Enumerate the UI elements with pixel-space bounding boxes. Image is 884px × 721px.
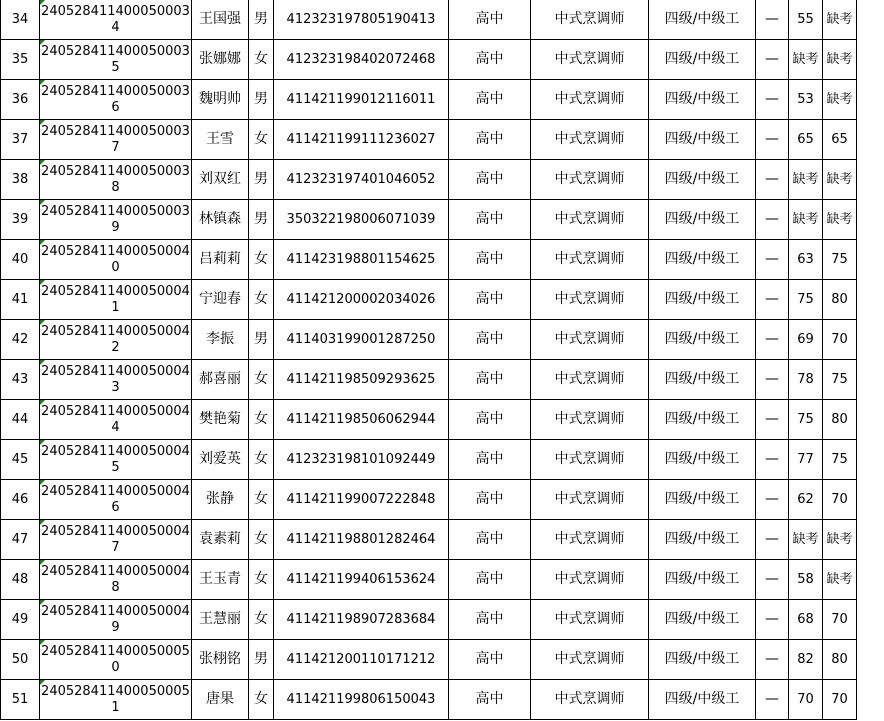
gender-cell: 男 — [249, 160, 274, 200]
registration-no-cell: 2405284114000500046 — [40, 480, 192, 520]
education-cell: 高中 — [449, 240, 531, 280]
score-theory-cell: 78 — [789, 360, 823, 400]
education-cell: 高中 — [449, 440, 531, 480]
id-number-cell: 411421199111236027 — [274, 120, 449, 160]
level-cell: 四级/中级工 — [649, 360, 756, 400]
score-practice-cell: 70 — [823, 320, 857, 360]
registration-no-cell: 2405284114000500040 — [40, 240, 192, 280]
occupation-cell: 中式烹调师 — [531, 440, 649, 480]
id-number-cell: 411423198801154625 — [274, 240, 449, 280]
seq-cell: 34 — [1, 0, 40, 40]
dash-cell: — — [756, 400, 789, 440]
dash-cell: — — [756, 640, 789, 680]
education-cell: 高中 — [449, 200, 531, 240]
education-cell: 高中 — [449, 480, 531, 520]
id-number-cell: 411421200002034026 — [274, 280, 449, 320]
level-cell: 四级/中级工 — [649, 40, 756, 80]
level-cell: 四级/中级工 — [649, 680, 756, 720]
dash-cell: — — [756, 560, 789, 600]
table-row — [1, 160, 857, 200]
score-practice-cell: 70 — [823, 680, 857, 720]
level-cell: 四级/中级工 — [649, 120, 756, 160]
level-cell: 四级/中级工 — [649, 320, 756, 360]
table-row — [1, 120, 857, 160]
table-row — [1, 480, 857, 520]
education-cell: 高中 — [449, 40, 531, 80]
name-cell: 王慧丽 — [192, 600, 249, 640]
seq-cell: 50 — [1, 640, 40, 680]
gender-cell: 女 — [249, 560, 274, 600]
gender-cell: 女 — [249, 360, 274, 400]
table-row — [1, 560, 857, 600]
score-theory-cell: 缺考 — [789, 200, 823, 240]
registration-no-cell: 2405284114000500039 — [40, 200, 192, 240]
score-theory-cell: 55 — [789, 0, 823, 40]
dash-cell: — — [756, 160, 789, 200]
id-number-cell: 411421199012116011 — [274, 80, 449, 120]
dash-cell: — — [756, 40, 789, 80]
table-row — [1, 320, 857, 360]
name-cell: 王玉青 — [192, 560, 249, 600]
table-row — [1, 440, 857, 480]
score-practice-cell: 75 — [823, 240, 857, 280]
seq-cell: 48 — [1, 560, 40, 600]
seq-cell: 41 — [1, 280, 40, 320]
dash-cell: — — [756, 360, 789, 400]
id-number-cell: 411421198801282464 — [274, 520, 449, 560]
table-row — [1, 520, 857, 560]
registration-no-cell: 2405284114000500034 — [40, 0, 192, 40]
registration-no-cell: 2405284114000500035 — [40, 40, 192, 80]
level-cell: 四级/中级工 — [649, 520, 756, 560]
dash-cell: — — [756, 520, 789, 560]
score-practice-cell: 75 — [823, 440, 857, 480]
table-row — [1, 200, 857, 240]
level-cell: 四级/中级工 — [649, 480, 756, 520]
gender-cell: 女 — [249, 480, 274, 520]
education-cell: 高中 — [449, 120, 531, 160]
occupation-cell: 中式烹调师 — [531, 680, 649, 720]
id-number-cell: 411403199001287250 — [274, 320, 449, 360]
occupation-cell: 中式烹调师 — [531, 360, 649, 400]
score-theory-cell: 缺考 — [789, 160, 823, 200]
score-theory-cell: 缺考 — [789, 40, 823, 80]
dash-cell: — — [756, 440, 789, 480]
occupation-cell: 中式烹调师 — [531, 400, 649, 440]
seq-cell: 44 — [1, 400, 40, 440]
score-practice-cell: 70 — [823, 600, 857, 640]
education-cell: 高中 — [449, 560, 531, 600]
dash-cell: — — [756, 0, 789, 40]
name-cell: 张栩铭 — [192, 640, 249, 680]
gender-cell: 女 — [249, 440, 274, 480]
gender-cell: 男 — [249, 80, 274, 120]
score-practice-cell: 缺考 — [823, 160, 857, 200]
occupation-cell: 中式烹调师 — [531, 80, 649, 120]
registration-no-cell: 2405284114000500036 — [40, 80, 192, 120]
id-number-cell: 350322198006071039 — [274, 200, 449, 240]
table-row — [1, 240, 857, 280]
id-number-cell: 411421199806150043 — [274, 680, 449, 720]
score-theory-cell: 75 — [789, 400, 823, 440]
education-cell: 高中 — [449, 520, 531, 560]
score-theory-cell: 65 — [789, 120, 823, 160]
gender-cell: 女 — [249, 680, 274, 720]
id-number-cell: 412323198101092449 — [274, 440, 449, 480]
id-number-cell: 411421198506062944 — [274, 400, 449, 440]
registration-no-cell: 2405284114000500047 — [40, 520, 192, 560]
registration-no-cell: 2405284114000500049 — [40, 600, 192, 640]
gender-cell: 女 — [249, 400, 274, 440]
seq-cell: 40 — [1, 240, 40, 280]
gender-cell: 女 — [249, 600, 274, 640]
score-theory-cell: 缺考 — [789, 520, 823, 560]
level-cell: 四级/中级工 — [649, 600, 756, 640]
registration-no-cell: 2405284114000500045 — [40, 440, 192, 480]
name-cell: 李振 — [192, 320, 249, 360]
score-practice-cell: 80 — [823, 280, 857, 320]
gender-cell: 女 — [249, 280, 274, 320]
level-cell: 四级/中级工 — [649, 0, 756, 40]
id-number-cell: 412323198402072468 — [274, 40, 449, 80]
score-theory-cell: 53 — [789, 80, 823, 120]
table-row — [1, 400, 857, 440]
name-cell: 张静 — [192, 480, 249, 520]
seq-cell: 46 — [1, 480, 40, 520]
education-cell: 高中 — [449, 280, 531, 320]
gender-cell: 男 — [249, 320, 274, 360]
registration-no-cell: 2405284114000500050 — [40, 640, 192, 680]
name-cell: 魏明帅 — [192, 80, 249, 120]
education-cell: 高中 — [449, 320, 531, 360]
name-cell: 张娜娜 — [192, 40, 249, 80]
name-cell: 郝喜丽 — [192, 360, 249, 400]
education-cell: 高中 — [449, 160, 531, 200]
id-number-cell: 412323197401046052 — [274, 160, 449, 200]
level-cell: 四级/中级工 — [649, 400, 756, 440]
table-row — [1, 360, 857, 400]
score-practice-cell: 缺考 — [823, 80, 857, 120]
occupation-cell: 中式烹调师 — [531, 600, 649, 640]
seq-cell: 45 — [1, 440, 40, 480]
gender-cell: 女 — [249, 120, 274, 160]
id-number-cell: 411421198509293625 — [274, 360, 449, 400]
score-theory-cell: 70 — [789, 680, 823, 720]
table-row — [1, 0, 857, 40]
name-cell: 樊艳菊 — [192, 400, 249, 440]
occupation-cell: 中式烹调师 — [531, 640, 649, 680]
occupation-cell: 中式烹调师 — [531, 0, 649, 40]
table-row — [1, 600, 857, 640]
education-cell: 高中 — [449, 600, 531, 640]
seq-cell: 43 — [1, 360, 40, 400]
seq-cell: 51 — [1, 680, 40, 720]
occupation-cell: 中式烹调师 — [531, 120, 649, 160]
registration-no-cell: 2405284114000500043 — [40, 360, 192, 400]
score-practice-cell: 缺考 — [823, 40, 857, 80]
score-theory-cell: 77 — [789, 440, 823, 480]
name-cell: 唐果 — [192, 680, 249, 720]
registration-no-cell: 2405284114000500037 — [40, 120, 192, 160]
score-theory-cell: 68 — [789, 600, 823, 640]
registration-no-cell: 2405284114000500042 — [40, 320, 192, 360]
level-cell: 四级/中级工 — [649, 280, 756, 320]
registration-no-cell: 2405284114000500051 — [40, 680, 192, 720]
id-number-cell: 412323197805190413 — [274, 0, 449, 40]
score-practice-cell: 75 — [823, 360, 857, 400]
id-number-cell: 411421198907283684 — [274, 600, 449, 640]
id-number-cell: 411421200110171212 — [274, 640, 449, 680]
education-cell: 高中 — [449, 80, 531, 120]
education-cell: 高中 — [449, 360, 531, 400]
dash-cell: — — [756, 600, 789, 640]
dash-cell: — — [756, 240, 789, 280]
name-cell: 吕莉莉 — [192, 240, 249, 280]
score-practice-cell: 70 — [823, 480, 857, 520]
score-practice-cell: 缺考 — [823, 200, 857, 240]
seq-cell: 47 — [1, 520, 40, 560]
occupation-cell: 中式烹调师 — [531, 520, 649, 560]
score-practice-cell: 80 — [823, 400, 857, 440]
level-cell: 四级/中级工 — [649, 240, 756, 280]
id-number-cell: 411421199007222848 — [274, 480, 449, 520]
seq-cell: 36 — [1, 80, 40, 120]
score-practice-cell: 80 — [823, 640, 857, 680]
occupation-cell: 中式烹调师 — [531, 240, 649, 280]
occupation-cell: 中式烹调师 — [531, 320, 649, 360]
score-theory-cell: 82 — [789, 640, 823, 680]
table-row — [1, 280, 857, 320]
gender-cell: 女 — [249, 40, 274, 80]
score-theory-cell: 58 — [789, 560, 823, 600]
score-theory-cell: 75 — [789, 280, 823, 320]
name-cell: 袁素莉 — [192, 520, 249, 560]
table-row — [1, 40, 857, 80]
occupation-cell: 中式烹调师 — [531, 280, 649, 320]
occupation-cell: 中式烹调师 — [531, 560, 649, 600]
registration-no-cell: 2405284114000500044 — [40, 400, 192, 440]
name-cell: 宁迎春 — [192, 280, 249, 320]
education-cell: 高中 — [449, 0, 531, 40]
name-cell: 林镇森 — [192, 200, 249, 240]
registration-no-cell: 2405284114000500041 — [40, 280, 192, 320]
level-cell: 四级/中级工 — [649, 200, 756, 240]
score-practice-cell: 缺考 — [823, 520, 857, 560]
dash-cell: — — [756, 320, 789, 360]
seq-cell: 39 — [1, 200, 40, 240]
dash-cell: — — [756, 120, 789, 160]
level-cell: 四级/中级工 — [649, 440, 756, 480]
gender-cell: 女 — [249, 520, 274, 560]
score-practice-cell: 缺考 — [823, 560, 857, 600]
id-number-cell: 411421199406153624 — [274, 560, 449, 600]
dash-cell: — — [756, 680, 789, 720]
gender-cell: 男 — [249, 640, 274, 680]
occupation-cell: 中式烹调师 — [531, 40, 649, 80]
occupation-cell: 中式烹调师 — [531, 200, 649, 240]
registration-no-cell: 2405284114000500038 — [40, 160, 192, 200]
seq-cell: 42 — [1, 320, 40, 360]
table-row — [1, 640, 857, 680]
occupation-cell: 中式烹调师 — [531, 160, 649, 200]
level-cell: 四级/中级工 — [649, 640, 756, 680]
dash-cell: — — [756, 480, 789, 520]
seq-cell: 35 — [1, 40, 40, 80]
dash-cell: — — [756, 80, 789, 120]
score-theory-cell: 62 — [789, 480, 823, 520]
seq-cell: 38 — [1, 160, 40, 200]
education-cell: 高中 — [449, 680, 531, 720]
name-cell: 刘爱英 — [192, 440, 249, 480]
score-practice-cell: 65 — [823, 120, 857, 160]
seq-cell: 37 — [1, 120, 40, 160]
score-practice-cell: 缺考 — [823, 0, 857, 40]
gender-cell: 男 — [249, 0, 274, 40]
dash-cell: — — [756, 280, 789, 320]
registration-no-cell: 2405284114000500048 — [40, 560, 192, 600]
education-cell: 高中 — [449, 400, 531, 440]
score-theory-cell: 69 — [789, 320, 823, 360]
name-cell: 王国强 — [192, 0, 249, 40]
name-cell: 刘双红 — [192, 160, 249, 200]
level-cell: 四级/中级工 — [649, 160, 756, 200]
occupation-cell: 中式烹调师 — [531, 480, 649, 520]
name-cell: 王雪 — [192, 120, 249, 160]
dash-cell: — — [756, 200, 789, 240]
table-row — [1, 680, 857, 720]
score-theory-cell: 63 — [789, 240, 823, 280]
level-cell: 四级/中级工 — [649, 80, 756, 120]
seq-cell: 49 — [1, 600, 40, 640]
gender-cell: 男 — [249, 200, 274, 240]
table-row — [1, 80, 857, 120]
level-cell: 四级/中级工 — [649, 560, 756, 600]
table-body — [1, 0, 857, 720]
education-cell: 高中 — [449, 640, 531, 680]
gender-cell: 女 — [249, 240, 274, 280]
